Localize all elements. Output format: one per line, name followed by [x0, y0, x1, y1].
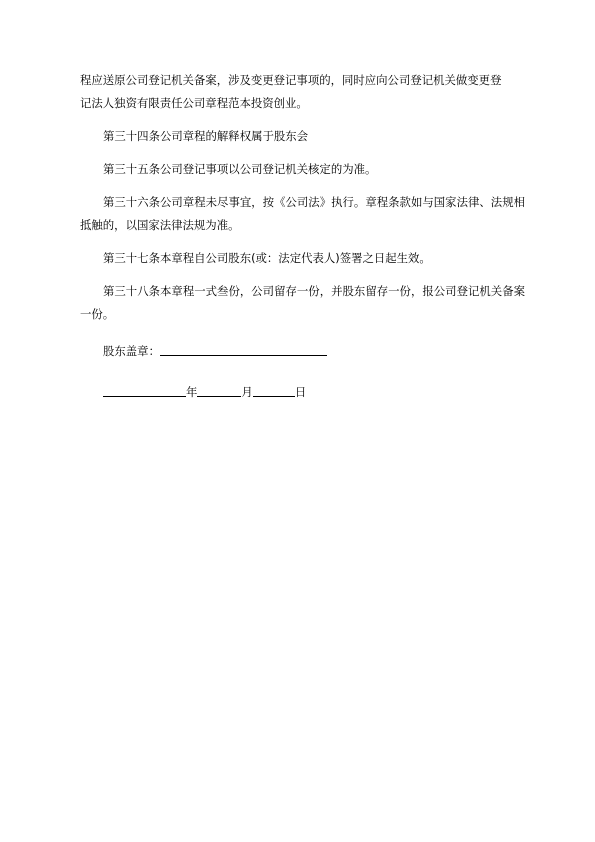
document-body [80, 69, 525, 404]
shareholder-seal-row [80, 340, 525, 363]
article-37: 第三十七条本章程自公司股东(或：法定代表人)签署之日起生效。 [103, 251, 431, 265]
article-35: 第三十五条公司登记事项以公司登记机关核定的为准。 [103, 162, 377, 176]
shareholder-seal-label: 股东盖章： [103, 344, 160, 358]
paragraph-line: 记法人独资有限责任公司章程范本投资创业。 [80, 96, 308, 110]
article-34: 第三十四条公司章程的解释权属于股东会 [103, 129, 309, 143]
day-label: 日 [294, 385, 307, 399]
date-row [80, 381, 525, 404]
paragraph-continuation [80, 69, 525, 115]
year-blank-line[interactable] [103, 382, 186, 397]
article-36: 第三十六条公司章程未尽事宜，按《公司法》执行。章程条款如与国家法律、法规相抵触的，以国家法律法规为准。 [80, 195, 525, 232]
month-label: 月 [241, 385, 253, 399]
seal-blank-line[interactable] [160, 341, 327, 356]
paragraph-line: 程应送原公司登记机关备案，涉及变更登记事项的，同时应向公司登记机关做变更登 [80, 73, 502, 87]
day-blank-line[interactable] [253, 382, 295, 397]
year-label: 年 [186, 385, 198, 399]
article-38: 第三十八条本章程一式叁份，公司留存一份，并股东留存一份，报公司登记机关备案一份。 [80, 284, 525, 321]
month-blank-line[interactable] [197, 382, 241, 397]
